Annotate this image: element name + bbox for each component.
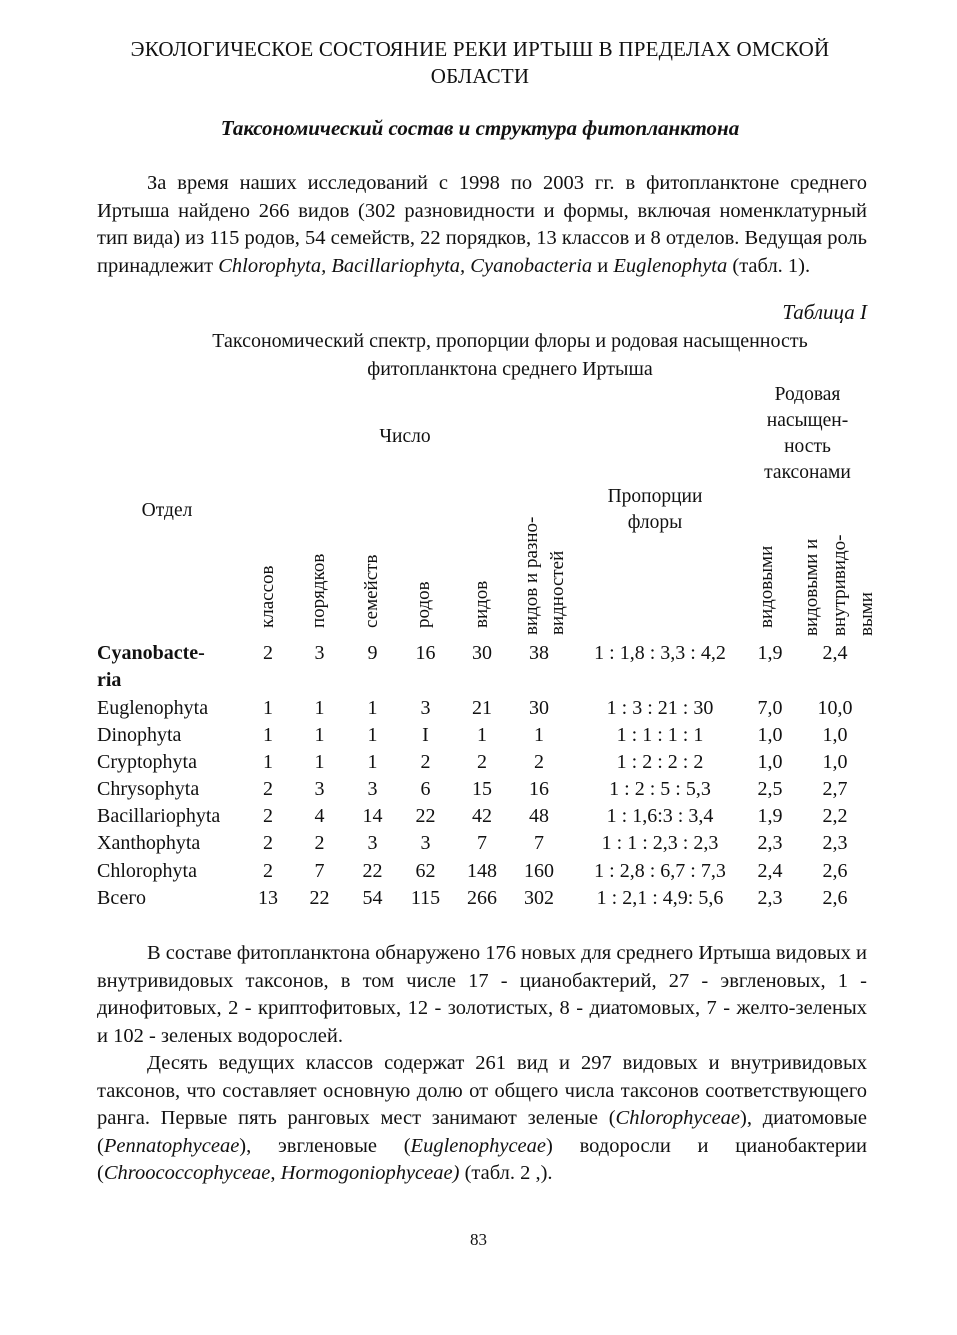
cell-vnutrividovymi: 2,6 <box>822 887 848 909</box>
cell-vidovymi: 1,0 <box>757 751 783 773</box>
row-name: Cyanobacte- <box>97 642 205 664</box>
header-vidovymi: видовыми <box>756 545 777 628</box>
table-row <box>0 805 957 832</box>
p2-text-5: , <box>270 1162 281 1184</box>
cell-klassov: 1 <box>263 751 273 773</box>
header-rodov: родов <box>413 581 434 628</box>
header-vidovymi-vnutri-2: внутривидо- <box>829 534 850 636</box>
cell-poryadkov: 22 <box>309 887 330 909</box>
header-rodovaya: Родовая насыщен-ность таксонами <box>764 384 851 483</box>
intro-paragraph <box>97 170 867 280</box>
row-name: Chrysophyta <box>97 778 200 800</box>
cell-klassov: 1 <box>263 697 273 719</box>
cell-semeystv: 1 <box>367 697 378 719</box>
cell-vnutrividovymi: 2,6 <box>822 860 848 882</box>
cell-rodov: 115 <box>410 887 441 909</box>
cell-vidov: 42 <box>472 805 492 827</box>
row-name: Cryptophyta <box>97 751 197 773</box>
cell-semeystv: 3 <box>367 832 378 854</box>
cell-poryadkov: 1 <box>314 751 325 773</box>
row-name: Bacillariophyta <box>97 805 221 827</box>
p2-text-1: Десять ведущих классов содержат 261 вид и 297 видовых и внутривидовых таксонов, что составляет основную долю от общего числа таксонов соответствующего ранга. Первые пять ранговых мест занимают зеленые ( <box>97 1052 867 1129</box>
body-paragraph-2 <box>97 1050 867 1188</box>
cell-vidovymi: 7,0 <box>757 697 783 719</box>
row-name-cont: ria <box>97 669 122 691</box>
cell-vidovymi: 1,0 <box>757 724 783 746</box>
cell-proportsii: 1 : 1,8 : 3,3 : 4,2 <box>594 642 726 664</box>
body-paragraph-1 <box>97 940 867 1050</box>
cell-vidov-razno: 1 <box>534 724 544 746</box>
cell-vidov: 266 <box>467 887 497 909</box>
cell-poryadkov: 1 <box>314 724 325 746</box>
row-name: Chlorophyta <box>97 860 197 882</box>
cell-semeystv: 14 <box>362 805 383 827</box>
intro-and: и <box>592 254 614 277</box>
p2-text-4: ) водоросли и цианобактерии ( <box>97 1134 867 1184</box>
cell-poryadkov: 3 <box>314 642 325 664</box>
row-name: Dinophyta <box>97 724 182 746</box>
cell-semeystv: 1 <box>367 751 378 773</box>
header-proportsii: Пропорции флоры <box>607 486 703 533</box>
header-vidov: видов <box>471 580 492 628</box>
cell-proportsii: 1 : 3 : 21 : 30 <box>606 697 714 719</box>
cell-proportsii: 1 : 1 : 2,3 : 2,3 <box>601 832 719 854</box>
header-chislo: Число <box>379 426 431 447</box>
cell-klassov: 13 <box>258 887 278 909</box>
cell-poryadkov: 7 <box>314 860 325 882</box>
p2-italic-2: Pennatophyceae <box>103 1134 240 1157</box>
cell-vnutrividovymi: 2,2 <box>822 805 848 827</box>
cell-vnutrividovymi: 2,3 <box>822 832 848 854</box>
body-paragraph-1-text: В составе фитопланктона обнаружено 176 новых для среднего Иртыша видовых и внутривидовых таксонов, в том числе 17 - цианобактерий, 27 - эвгленовых, 1 - динофитовых, 2 - криптофитовых, 12 - золотистых, 8 - диатомовых, 7 - желто-зеленых и 102 - зеленых водорослей. <box>97 942 867 1047</box>
cell-vidov: 2 <box>477 751 487 773</box>
cell-vidov: 21 <box>472 697 492 719</box>
cell-semeystv: 1 <box>367 724 378 746</box>
cell-vnutrividovymi: 10,0 <box>817 697 853 719</box>
cell-vidov-razno: 48 <box>529 805 549 827</box>
header-klassov: классов <box>257 565 278 628</box>
p2-italic-3: Euglenophyceae <box>410 1134 547 1157</box>
cell-poryadkov: 1 <box>314 697 325 719</box>
cell-poryadkov: 2 <box>314 832 325 854</box>
cell-poryadkov: 4 <box>314 805 325 827</box>
page-number: 83 <box>470 1230 487 1249</box>
cell-vidov: 148 <box>467 860 497 882</box>
page-header <box>60 36 900 90</box>
cell-rodov: 6 <box>420 778 431 800</box>
header-vidov-razno-1: видов и разно- <box>521 516 542 635</box>
cell-vidov: 1 <box>477 724 487 746</box>
cell-rodov: 2 <box>420 751 431 773</box>
cell-vnutrividovymi: 1,0 <box>822 724 848 746</box>
cell-vnutrividovymi: 2,4 <box>822 642 848 664</box>
cell-vidov: 30 <box>472 642 492 664</box>
cell-rodov: 62 <box>415 860 436 882</box>
intro-italic-taxa: Chlorophyta, Bacillariophyta, Cyanobacteria <box>218 254 593 277</box>
section-title: Таксономический состав и структура фитопланктона <box>220 116 740 140</box>
header-semeystv: семейств <box>361 554 382 628</box>
table-row <box>0 724 957 751</box>
row-name: Всего <box>97 887 147 909</box>
cell-vidov-razno: 302 <box>524 887 554 909</box>
table-row <box>0 778 957 805</box>
cell-vidov-razno: 160 <box>524 860 554 882</box>
table-row <box>0 697 957 724</box>
table-row-total <box>0 887 957 914</box>
cell-vidov-razno: 30 <box>529 697 549 719</box>
header-vidov-razno-2: видностей <box>547 550 568 635</box>
header-line-2: ОБЛАСТИ <box>430 64 530 88</box>
cell-vidov-razno: 7 <box>534 832 544 854</box>
p2-text-3: ), эвгленовые ( <box>239 1134 411 1157</box>
cell-vidov-razno: 38 <box>529 642 549 664</box>
cell-klassov: 1 <box>263 724 273 746</box>
cell-proportsii: 1 : 2 : 2 : 2 <box>616 751 704 773</box>
cell-proportsii: 1 : 2,1 : 4,9: 5,6 <box>596 887 724 909</box>
cell-proportsii: 1 : 1,6:3 : 3,4 <box>606 805 714 827</box>
cell-semeystv: 9 <box>367 642 378 664</box>
cell-vidov: 7 <box>477 832 487 854</box>
p2-text-2: ), диатомовые ( <box>97 1107 867 1157</box>
table-row-continuation <box>0 669 957 696</box>
table-label: Таблица I <box>782 300 867 324</box>
cell-vidov-razno: 2 <box>534 751 544 773</box>
cell-semeystv: 54 <box>362 887 383 909</box>
row-name: Xanthophyta <box>97 832 201 854</box>
cell-semeystv: 3 <box>367 778 378 800</box>
table-row <box>0 642 957 669</box>
cell-vidovymi: 2,5 <box>757 778 783 800</box>
p2-italic-4: Chroococcophyceae <box>103 1162 271 1184</box>
cell-klassov: 2 <box>263 642 273 664</box>
cell-semeystv: 22 <box>362 860 383 882</box>
table-row <box>0 832 957 859</box>
header-vidovymi-vnutri-1: видовыми и <box>801 538 822 636</box>
table-row <box>0 860 957 887</box>
intro-text: За время наших исследований с 1998 по 2003 гг. в фитопланктоне среднего Иртыша найдено 266 видов (302 разновидности и формы, включая номенклатурный тип вида) из 115 родов, 54 семейств, 22 порядков, 13 классов и 8 отделов. Ведущая роль принадлежит <box>97 172 867 277</box>
p2-italic-1: Chlorophyceae <box>615 1107 741 1129</box>
header-vidovymi-vnutri-3: выми <box>856 592 877 636</box>
intro-tail: (табл. 1). <box>727 254 811 277</box>
header-line-1: ЭКОЛОГИЧЕСКОЕ СОСТОЯНИЕ РЕКИ ИРТЫШ В ПРЕДЕЛАХ ОМСКОЙ <box>130 37 830 61</box>
cell-vnutrividovymi: 2,7 <box>822 778 848 800</box>
cell-vidovymi: 1,9 <box>757 642 783 664</box>
cell-klassov: 2 <box>263 832 273 854</box>
cell-rodov: I <box>422 724 429 746</box>
cell-klassov: 2 <box>263 805 273 827</box>
cell-rodov: 3 <box>420 832 431 854</box>
cell-vnutrividovymi: 1,0 <box>822 751 848 773</box>
cell-rodov: 22 <box>415 805 436 827</box>
table-caption <box>120 327 900 383</box>
cell-vidov: 15 <box>472 778 492 800</box>
intro-italic-eugleno: Euglenophyta <box>613 254 728 277</box>
cell-proportsii: 1 : 2,8 : 6,7 : 7,3 <box>594 860 726 882</box>
row-name: Euglenophyta <box>97 697 209 719</box>
cell-poryadkov: 3 <box>314 778 325 800</box>
cell-vidovymi: 1,9 <box>757 805 783 827</box>
cell-klassov: 2 <box>263 778 273 800</box>
cell-rodov: 16 <box>415 642 436 664</box>
table-caption-line-2: фитопланктона среднего Иртыша <box>367 358 653 380</box>
header-otdel: Отдел <box>141 500 193 521</box>
cell-proportsii: 1 : 2 : 5 : 5,3 <box>609 778 711 800</box>
table-caption-line-1: Таксономический спектр, пропорции флоры и родовая насыщенность <box>212 330 808 352</box>
table-row <box>0 751 957 778</box>
cell-vidovymi: 2,3 <box>757 887 783 909</box>
p2-italic-5: Hormogoniophyceae) <box>280 1162 460 1184</box>
cell-vidov-razno: 16 <box>529 778 549 800</box>
cell-proportsii: 1 : 1 : 1 : 1 <box>616 724 704 746</box>
p2-text-6: (табл. 2 ,). <box>459 1162 553 1184</box>
cell-klassov: 2 <box>263 860 273 882</box>
header-poryadkov: порядков <box>308 553 329 628</box>
cell-vidovymi: 2,3 <box>757 832 783 854</box>
cell-vidovymi: 2,4 <box>757 860 783 882</box>
cell-rodov: 3 <box>420 697 431 719</box>
